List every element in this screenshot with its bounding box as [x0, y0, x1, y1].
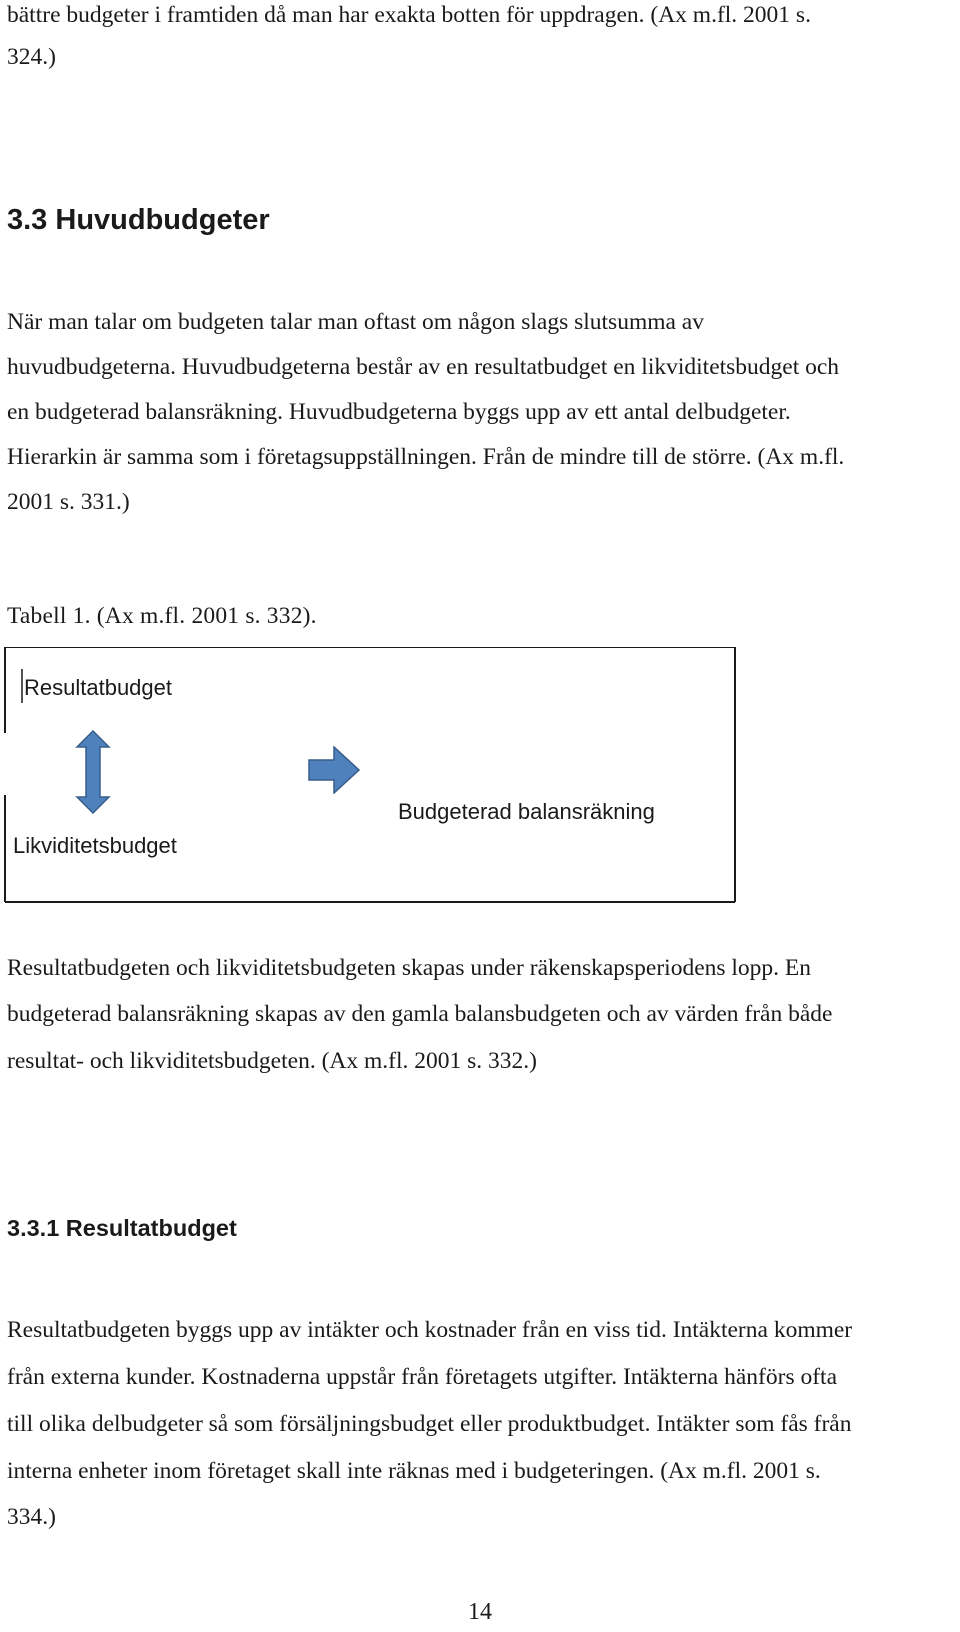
paragraph-line: 2001 s. 331.): [7, 489, 130, 515]
right-arrow-icon: [308, 746, 360, 794]
paragraph-line: huvudbudgeterna. Huvudbudgeterna består av en resultatbudget en likviditetsbudget och: [7, 354, 840, 380]
paragraph-line: till olika delbudgeter så som försäljningsbudget eller produktbudget. Intäkter som fås från: [7, 1411, 852, 1437]
paragraph-line: 334.): [7, 1504, 56, 1530]
intro-line: bättre budgeter i framtiden då man har exakta botten för uppdragen. (Ax m.fl. 2001 s.: [7, 2, 811, 28]
paragraph-line: från externa kunder. Kostnaderna uppstår från företagets utgifter. Intäkterna hänförs ofta: [7, 1364, 837, 1390]
paragraph-line: interna enheter inom företaget skall inte räknas med i budgeteringen. (Ax m.fl. 2001 s.: [7, 1458, 821, 1484]
paragraph-line: Resultatbudgeten och likviditetsbudgeten skapas under räkenskapsperiodens lopp. En: [7, 955, 812, 981]
table-caption: Tabell 1. (Ax m.fl. 2001 s. 332).: [7, 603, 317, 629]
paragraph-line: budgeterad balansräkning skapas av den gamla balansbudgeten och av värden från både: [7, 1001, 833, 1027]
label-resultatbudget: Resultatbudget: [24, 675, 172, 700]
paragraph-line: När man talar om budgeten talar man oftast om någon slags slutsumma av: [7, 309, 704, 335]
paragraph-line: Hierarkin är samma som i företagsuppställningen. Från de mindre till de större. (Ax m.fl.: [7, 444, 845, 470]
double-arrow-icon: [73, 730, 113, 814]
label-likviditetsbudget: Likviditetsbudget: [13, 833, 177, 858]
label-budgeterad-balansrakning: Budgeterad balansräkning: [398, 799, 655, 824]
section-heading-3-3: 3.3 Huvudbudgeter: [7, 204, 270, 236]
budget-diagram: [4, 647, 736, 903]
intro-line: 324.): [7, 44, 56, 70]
paragraph-line: en budgeterad balansräkning. Huvudbudgeterna byggs upp av ett antal delbudgeter.: [7, 399, 791, 425]
section-heading-3-3-1: 3.3.1 Resultatbudget: [7, 1215, 237, 1241]
paragraph-line: resultat- och likviditetsbudgeten. (Ax m.fl. 2001 s. 332.): [7, 1048, 537, 1074]
paragraph-line: Resultatbudgeten byggs upp av intäkter och kostnader från en viss tid. Intäkterna kommer: [7, 1317, 853, 1343]
page-number: 14: [468, 1599, 492, 1625]
